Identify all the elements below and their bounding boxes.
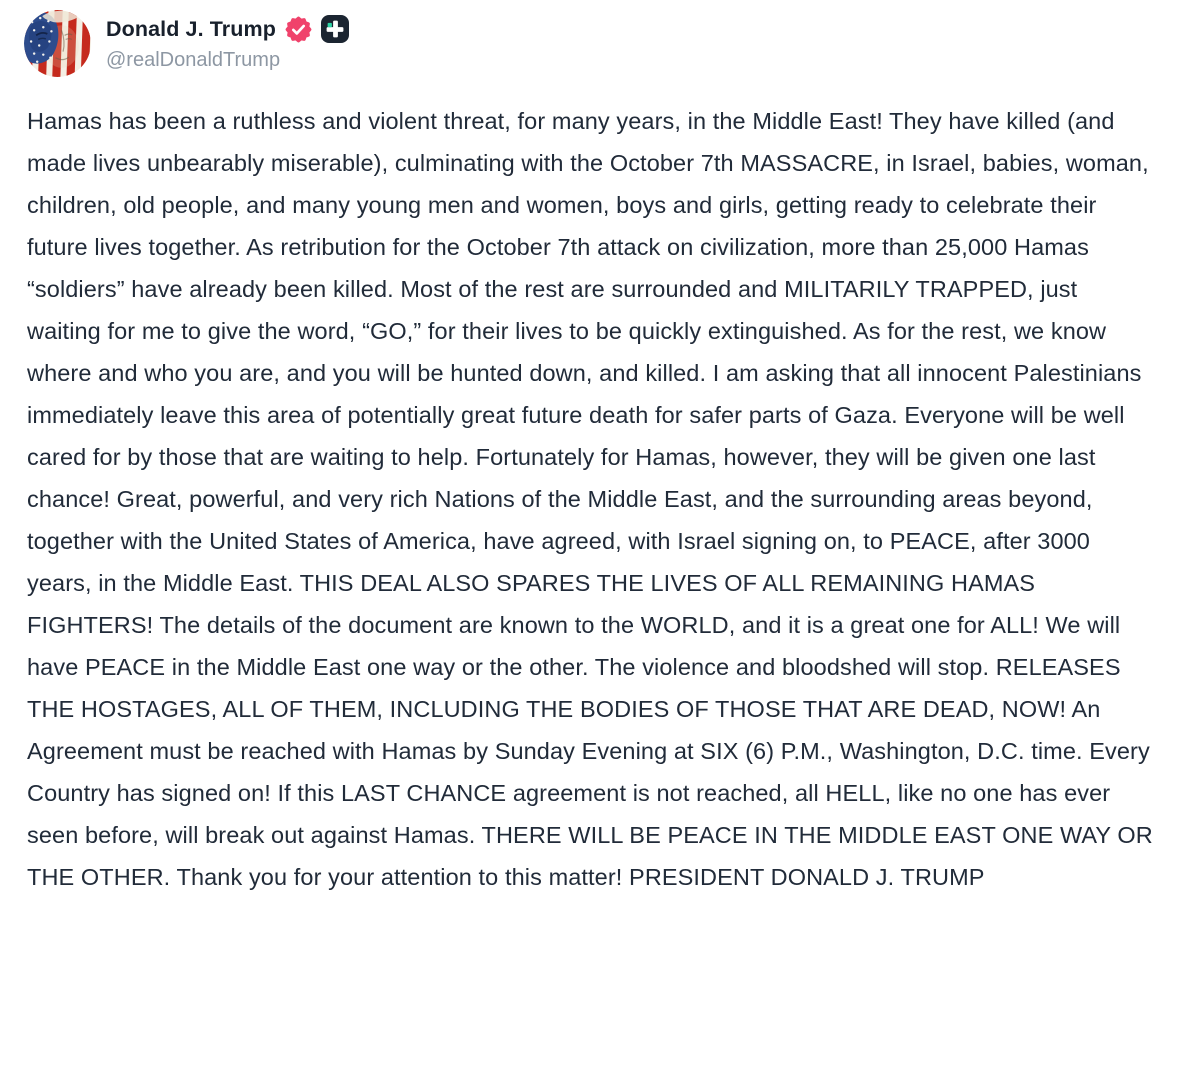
author-display-name[interactable]: Donald J. Trump xyxy=(106,16,276,41)
author-id-block xyxy=(106,15,349,72)
verified-badge-icon xyxy=(285,16,312,43)
post-body-text: Hamas has been a ruthless and violent threat, for many years, in the Middle East! They have killed (and made lives unbearably miserable), culminating with the October 7th MASSACRE, in Israel, babies, woman, children, old people, and many young men and women, boys and girls, getting ready to celebrate their future lives together. As retribution for the October 7th attack on civilization, more than 25,000 Hamas “soldiers” have already been killed. Most of the rest are surrounded and MILITARILY TRAPPED, just waiting for me to give the word, “GO,” for their lives to be quickly extinguished. As for the rest, we know where and who you are, and you will be hunted down, and killed. I am asking that all innocent Palestinians immediately leave this area of potentially great future death for safer parts of Gaza. Everyone will be well cared for by those that are waiting to help. Fortunately for Hamas, however, they will be given one last chance! Great, powerful, and very rich Nations of the Middle East, and the surrounding areas beyond, together with the United States of America, have agreed, with Israel signing on, to PEACE, after 3000 years, in the Middle East. THIS DEAL ALSO SPARES THE LIVES OF ALL REMAINING HAMAS FIGHTERS! The details of the document are known to the WORLD, and it is a great one for ALL! We will have PEACE in the Middle East one way or the other. The violence and bloodshed will stop. RELEASES THE HOSTAGES, ALL OF THEM, INCLUDING THE BODIES OF THOSE THAT ARE DEAD, NOW! An Agreement must be reached with Hamas by Sunday Evening at SIX (6) P.M., Washington, D.C. time. Every Country has signed on! If this LAST CHANCE agreement is not reached, all HELL, like no one has ever seen before, will break out against Hamas. THERE WILL BE PEACE IN THE MIDDLE EAST ONE WAY OR THE OTHER. Thank you for your attention to this matter! PRESIDENT DONALD J. TRUMP xyxy=(27,108,1160,890)
author-handle[interactable]: @realDonaldTrump xyxy=(106,49,281,71)
post-header xyxy=(24,10,349,77)
author-name-row xyxy=(106,15,349,43)
trump-flag-avatar-icon xyxy=(24,10,91,77)
avatar[interactable] xyxy=(24,10,91,77)
truth-plus-badge-icon xyxy=(321,15,349,43)
